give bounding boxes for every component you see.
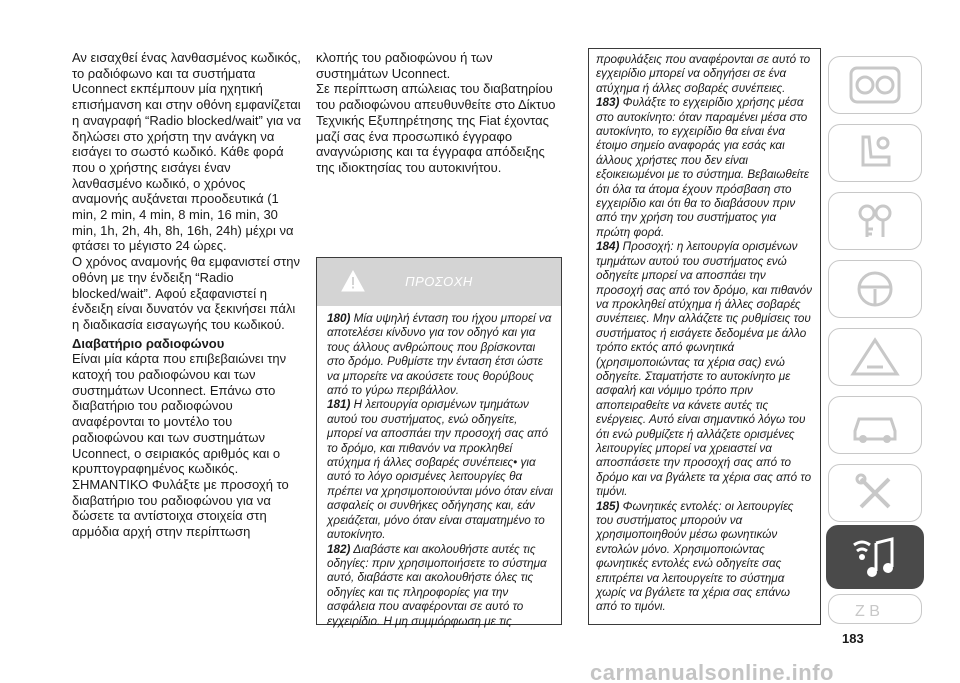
note-text: Προσοχή: η λειτουργία ορισμένων τμημάτων αυτού του συστήματος ενώ οδηγείτε μπορεί να αποσπάει την προσοχή σας από τον δρόμο, και πιθανόν να προκληθεί ατύχημα ή άλλες σοβαρές συνέπειες. Μην αλλάζετε τις ρυθμίσεις του συστήματος ή εισάγετε δεδομένα με άλλο τρόπο εκτός από φωνητικά (χρησιμοποιώντας τα χέρια σας) ενώ οδηγείτε. Σταματήστε το αυτοκίνητο με ασφαλή και νόμιμο τρόπο πριν αποπειραθείτε να κάνετε αυτές τις ενέργειες. Αυτό είναι σημαντικό λόγω του ότι ενώ ρυθμίζετε ή αλλάζετε ορισμένες λειτουργίες μπορεί να χρειαστεί να αποσπάσετε την προσοχή σας από το δρόμο και να βγάλετε τα χέρια σας από το τιμόνι. <box>596 240 812 499</box>
note-number: 182) <box>327 542 351 556</box>
warning-body <box>317 306 561 629</box>
warning-triangle-icon <box>849 337 901 377</box>
index-icon <box>849 596 901 622</box>
note-text: Φωνητικές εντολές: οι λειτουργίες του συστήματος μπορούν να χρησιμοποιηθούν μέσω φωνητικών εντολών μόνο. Χρησιμοποιώντας φωνητικές εντολές ενώ οδηγείτε σας επιτρέπει να λειτουργείτε το σύστημα χωρίς να βγάλετε τα χέρια σας επάνω από το τιμόνι. <box>596 499 794 614</box>
note-text: προφυλάξεις που αναφέρονται σε αυτό το εγχειρίδιο μπορεί να οδηγήσει σε ένα ατύχημα ή άλλες σοβαρές συνέπειες. <box>596 53 811 95</box>
multimedia-icon <box>848 535 902 579</box>
note-number: 183) <box>596 96 620 110</box>
car-seat-icon <box>849 133 901 173</box>
tab-dashboard[interactable] <box>828 56 922 114</box>
tab-steering[interactable] <box>828 260 922 318</box>
tab-technical[interactable] <box>828 464 922 522</box>
car-wrench-icon <box>849 405 901 445</box>
note-number: 185) <box>596 499 620 513</box>
steering-wheel-icon <box>849 269 901 309</box>
paragraph-wrong-code: Αν εισαχθεί ένας λανθασμένος κωδικός, το ραδιόφωνο και τα συστήματα Uconnect εκπέμπουν μία ηχητική επισήμανση και στην οθόνη εμφανίζεται η αναγραφή “Radio blocked/wait” για να δηλώσει στο χρήστη την ανάγκη να εισάγει το σωστό κωδικό. Κάθε φορά που ο χρήστης εισάγει έναν λανθασμένο κωδικό, ο χρόνος αναμονής αυξάνεται προοδευτικά (1 min, 2 min, 4 min, 8 min, 16 min, 30 min, 1h, 2h, 4h, 8h, 16h, 24h) μέχρι να φτάσει το μέγιστο 24 ώρες. <box>72 50 301 254</box>
warning-continuation-box <box>588 48 821 625</box>
tab-multimedia[interactable] <box>826 525 924 589</box>
paragraph-important: ΣΗΜΑΝΤΙΚΟ Φυλάξτε με προσοχή το διαβατήριο του ραδιοφώνου για να δώσετε τα αντίστοιχα στοιχεία στη αρμόδια αρχή στην περίπτωση <box>72 476 289 540</box>
watermark: carmanualsonline.info <box>590 660 834 683</box>
paragraph-wait-time: Ο χρόνος αναμονής θα εμφανιστεί στην οθόνη με την ένδειξη “Radio blocked/wait”. Αφού εξαφανιστεί η ένδειξη είναι δυνατόν να ξεκινήσει πάλι η διαδικασία εισαγωγής του κωδικού. <box>72 254 300 332</box>
page-number: 183 <box>842 631 864 646</box>
note-text: Φυλάξτε το εγχειρίδιο χρήσης μέσα στο αυτοκίνητο: όταν παραμένει μέσα στο αυτοκίνητο, το εγχειρίδιο θα είναι ένα έτοιμο σημείο αναφοράς για εσάς και άλλους χρήστες που δεν είναι εξοικειωμένοι με το σύστημα. Βεβαιωθείτε ότι όλα τα άτομα έχουν πρόσβαση στο εγχειρίδιο και ότι θα το διαβάσουν πριν από την χρήση του συστήματος για πρώτη φορά. <box>596 96 809 239</box>
tab-maintenance[interactable] <box>828 396 922 454</box>
tab-keys[interactable] <box>828 192 922 250</box>
warning-header <box>317 258 561 306</box>
paragraph-lost-passport: Σε περίπτωση απώλειας του διαβατηρίου του ραδιοφώνου απευθυνθείτε στο Δίκτυο Τεχνικής Εξυπηρέτησης της Fiat έχοντας μαζί σας ένα προσωπικό έγγραφο αναγνώρισης και τα έγγραφα απόδειξης της ιδιοκτησίας του αυτοκινήτου. <box>316 81 556 175</box>
text-column-1 <box>72 50 302 540</box>
tab-index[interactable] <box>828 594 922 624</box>
warning-box <box>316 257 562 628</box>
paragraph-radio-passport: Είναι μία κάρτα που επιβεβαιώνει την κατοχή του ραδιοφώνου και των συστημάτων Uconnect. Επάνω στο διαβατήριο του ραδιοφώνου αναφέρονται το μοντέλο του ραδιοφώνου και των συστημάτων Uconnect, ο σειριακός αριθμός και ο κρυπτογραφημένος κωδικός. <box>72 351 287 477</box>
text-column-2 <box>316 50 562 176</box>
svg-text:Z B: Z B <box>855 603 880 620</box>
warning-title: ΠΡΟΣΟΧΗ <box>405 274 473 289</box>
note-text: Μία υψηλή ένταση του ήχου μπορεί να αποτελέσει κίνδυνο για τον οδηγό και για τους άλλους ανθρώπους που βρίσκονται στο δρόμο. Ρυθμίστε την ένταση έτσι ώστε να μπορείτε να ακούσετε τους θορύβους από το γύρω περιβάλλον. <box>327 312 552 398</box>
note-text: Η λειτουργία ορισμένων τμημάτων αυτού του συστήματος, ενώ οδηγείτε, μπορεί να αποσπάει την προσοχή σας από το δρόμο, και πιθανόν να προκληθεί ατύχημα ή άλλες σοβαρές συνέπειες• για αυτό το λόγο ορισμένες λειτουργίες θα πρέπει να χρησιμοποιούνται μόνο όταν είναι ασφαλείς οι συνθήκες οδήγησης και, εάν χρειάζεται, μόνο όταν είναι σταματημένο το αυτοκίνητο. <box>327 398 553 542</box>
note-number: 181) <box>327 398 351 412</box>
note-text: Διαβάστε και ακολουθήστε αυτές τις οδηγίες: πριν χρησιμοποιήσετε το σύστημα αυτό, διαβάστε και ακολουθήστε όλες τις οδηγίες και τις πληροφορίες για την ασφάλεια που αναφέρονται σε αυτό το εγχειρίδιο. Η μη συμμόρφωση με τις <box>327 542 547 628</box>
tools-icon <box>849 473 901 513</box>
tab-emergency[interactable] <box>828 328 922 386</box>
note-number: 184) <box>596 240 620 254</box>
dashboard-icon <box>849 66 901 104</box>
keys-icon <box>849 201 901 241</box>
paragraph-theft: κλοπής του ραδιοφώνου ή των συστημάτων Uconnect. <box>316 50 493 81</box>
section-heading-radio-passport: Διαβατήριο ραδιοφώνου <box>72 335 225 351</box>
note-number: 180) <box>327 312 351 325</box>
tab-seats[interactable] <box>828 124 922 182</box>
